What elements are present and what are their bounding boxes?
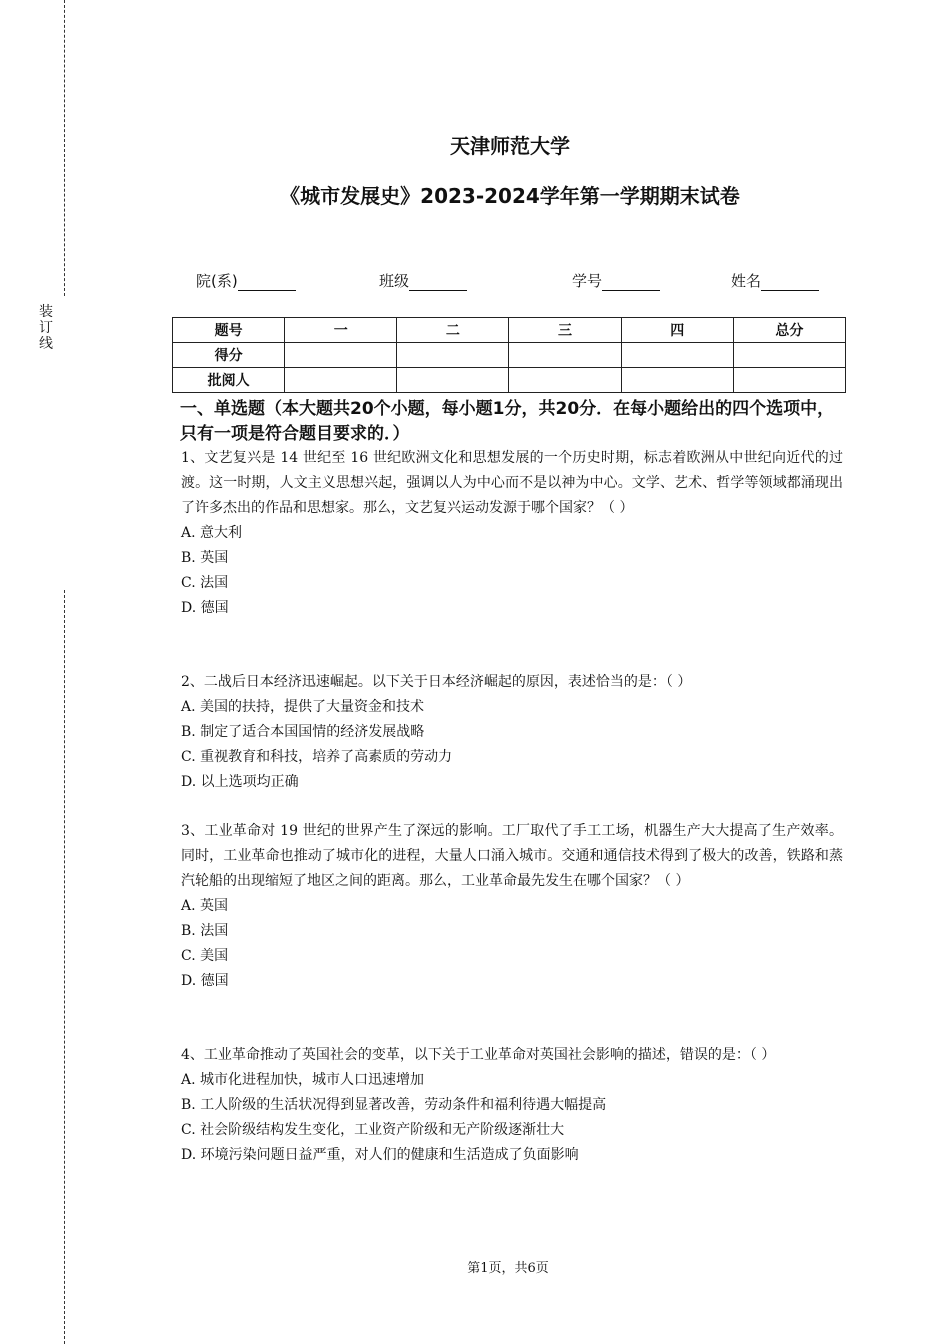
question-4 bbox=[181, 1043, 843, 1168]
question-stem: 1、文艺复兴是 14 世纪至 16 世纪欧洲文化和思想发展的一个历史时期，标志着欧洲从中世纪向近代的过渡。这一时期，人文主义思想兴起，强调以人为中心而不是以神为中心。文学、艺术、哲学等领域都涌现出了许多杰出的作品和思想家。那么，文艺复兴运动发源于哪个国家？（ ） bbox=[181, 450, 843, 516]
table-header-cell: 二 bbox=[397, 318, 509, 343]
table-header-cell: 三 bbox=[509, 318, 621, 343]
option-c[interactable]: C. 法国 bbox=[181, 575, 229, 591]
question-3 bbox=[181, 819, 843, 994]
table-header-cell: 总分 bbox=[733, 318, 845, 343]
table-header-cell: 一 bbox=[285, 318, 397, 343]
dept-field[interactable] bbox=[196, 270, 296, 291]
binding-label bbox=[37, 304, 55, 352]
binding-dashed-line-bottom bbox=[64, 590, 65, 1344]
exam-title: 《城市发展史》2023-2024学年第一学期期末试卷 bbox=[280, 184, 740, 208]
option-d[interactable]: D. 德国 bbox=[181, 973, 229, 989]
option-d[interactable]: D. 以上选项均正确 bbox=[181, 774, 299, 790]
score-row bbox=[173, 343, 846, 368]
option-a[interactable]: A. 城市化进程加快，城市人口迅速增加 bbox=[181, 1072, 425, 1088]
name-label: 姓名 bbox=[731, 272, 762, 290]
grader-cell[interactable] bbox=[397, 368, 509, 393]
option-b[interactable]: B. 制定了适合本国国情的经济发展战略 bbox=[181, 724, 425, 740]
student-id-field[interactable] bbox=[572, 270, 660, 291]
table-header-cell: 题号 bbox=[173, 318, 285, 343]
dept-blank[interactable] bbox=[238, 274, 296, 291]
option-a[interactable]: A. 意大利 bbox=[181, 525, 243, 541]
option-b[interactable]: B. 英国 bbox=[181, 550, 229, 566]
question-stem: 4、工业革命推动了英国社会的变革，以下关于工业革命对英国社会影响的描述，错误的是：（ ） bbox=[181, 1047, 776, 1063]
option-d[interactable]: D. 德国 bbox=[181, 600, 229, 616]
option-a[interactable]: A. 英国 bbox=[181, 898, 229, 914]
student-id-label: 学号 bbox=[572, 272, 603, 290]
question-stem: 3、工业革命对 19 世纪的世界产生了深远的影响。工厂取代了手工工场，机器生产大大提高了生产效率。同时，工业革命也推动了城市化的进程，大量人口涌入城市。交通和通信技术得到了极大的改善，铁路和蒸汽轮船的出现缩短了地区之间的距离。那么，工业革命最先发生在哪个国家？（ ） bbox=[181, 823, 843, 889]
score-table-header-row bbox=[173, 318, 846, 343]
university-name: 天津师范大学 bbox=[450, 134, 570, 158]
row-label-score: 得分 bbox=[173, 343, 285, 368]
binding-char: 装 bbox=[39, 304, 53, 320]
question-stem: 2、二战后日本经济迅速崛起。以下关于日本经济崛起的原因，表述恰当的是：（ ） bbox=[181, 674, 692, 690]
grader-row bbox=[173, 368, 846, 393]
option-c[interactable]: C. 社会阶级结构发生变化，工业资产阶级和无产阶级逐渐壮大 bbox=[181, 1122, 565, 1138]
score-cell[interactable] bbox=[621, 343, 733, 368]
name-blank[interactable] bbox=[761, 274, 819, 291]
option-b[interactable]: B. 工人阶级的生活状况得到显著改善，劳动条件和福利待遇大幅提高 bbox=[181, 1097, 607, 1113]
score-table bbox=[172, 317, 846, 393]
option-c[interactable]: C. 美国 bbox=[181, 948, 229, 964]
score-cell[interactable] bbox=[285, 343, 397, 368]
table-header-cell: 四 bbox=[621, 318, 733, 343]
row-label-grader: 批阅人 bbox=[173, 368, 285, 393]
score-cell[interactable] bbox=[397, 343, 509, 368]
option-d[interactable]: D. 环境污染问题日益严重，对人们的健康和生活造成了负面影响 bbox=[181, 1147, 579, 1163]
question-1 bbox=[181, 446, 843, 621]
student-info-row bbox=[196, 270, 836, 292]
question-2 bbox=[181, 670, 843, 795]
grader-cell[interactable] bbox=[285, 368, 397, 393]
binding-char: 订 bbox=[39, 320, 53, 336]
option-b[interactable]: B. 法国 bbox=[181, 923, 229, 939]
page-footer: 第1页，共6页 bbox=[467, 1261, 549, 1276]
dept-label: 院(系) bbox=[196, 272, 238, 290]
class-label: 班级 bbox=[379, 272, 410, 290]
student-id-blank[interactable] bbox=[602, 274, 660, 291]
grader-cell[interactable] bbox=[621, 368, 733, 393]
section-title: 一、单选题（本大题共20个小题，每小题1分，共20分．在每小题给出的四个选项中，只有一项是符合题目要求的．） bbox=[180, 399, 835, 444]
class-field[interactable] bbox=[379, 270, 467, 291]
binding-char: 线 bbox=[39, 336, 53, 352]
score-cell[interactable] bbox=[733, 343, 845, 368]
option-c[interactable]: C. 重视教育和科技，培养了高素质的劳动力 bbox=[181, 749, 453, 765]
option-a[interactable]: A. 美国的扶持，提供了大量资金和技术 bbox=[181, 699, 425, 715]
grader-cell[interactable] bbox=[509, 368, 621, 393]
grader-cell[interactable] bbox=[733, 368, 845, 393]
score-cell[interactable] bbox=[509, 343, 621, 368]
name-field[interactable] bbox=[731, 270, 819, 291]
class-blank[interactable] bbox=[409, 274, 467, 291]
